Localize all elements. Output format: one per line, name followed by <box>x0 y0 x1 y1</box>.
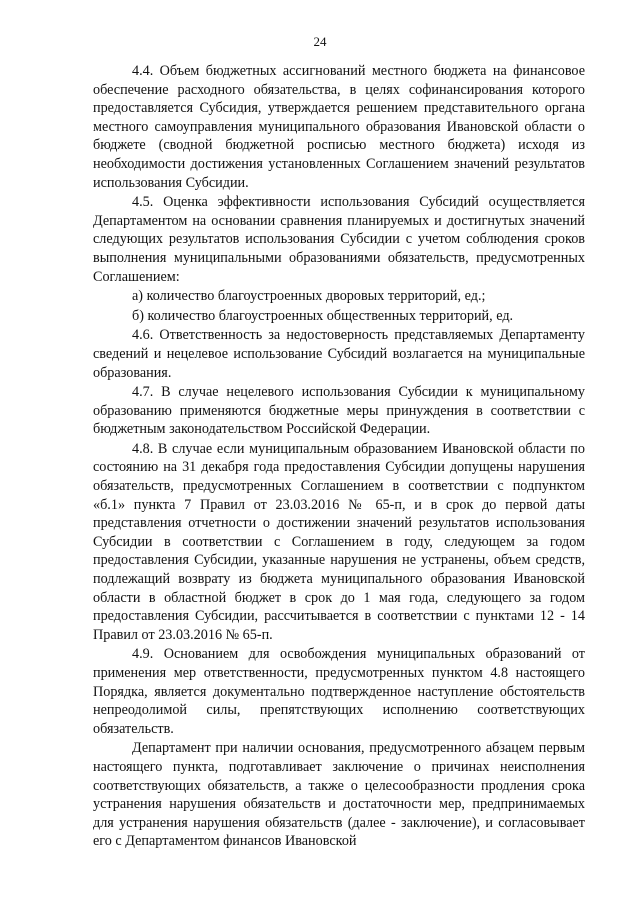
paragraph-4-5: 4.5. Оценка эффективности использования Субсидий осуществляется Департаментом на основании сравнения планируемых и достигнутых значений следующих результатов использования Субсидии с учетом соблюдения сроков выполнения муниципальными образованиями обязательств, предусмотренных Соглашением: <box>93 194 585 285</box>
paragraph-4-9: 4.9. Основанием для освобождения муниципальных образований от применения мер ответственности, предусмотренных пунктом 4.8 настоящего Порядка, является документально подтвержденное наступление обстоятельств непреодолимой силы, препятствующих исполнению соответствующих обязательств. <box>93 646 585 737</box>
paragraph-4-6: 4.6. Ответственность за недостоверность представляемых Департаменту сведений и нецелевое использование Субсидий возлагается на муниципальные образования. <box>93 327 585 381</box>
document-body <box>93 62 585 852</box>
paragraph-4-8: 4.8. В случае если муниципальным образованием Ивановской области по состоянию на 31 декабря года предоставления Субсидии допущены нарушения обязательств, предусмотренных Соглашением в соответствии с подпунктом «б.1» пункта 7 Правил от 23.03.2016 № 65-п, и в срок до первой даты представления отчетности о достижении значений результатов использования Субсидии в соответствии с Соглашением в году, следующем за годом предоставления Субсидии, указанные нарушения не устранены, объем средств, подлежащий возврату из бюджета муниципального образования Ивановской области в областной бюджет в срок до 1 мая года, следующего за годом предоставления Субсидии, рассчитывается в соответствии с пунктами 12 - 14 Правил от 23.03.2016 № 65-п. <box>93 440 585 643</box>
paragraph-4-9-continued: Департамент при наличии основания, предусмотренного абзацем первым настоящего пункта, подготавливает заключение о причинах неисполнения соответствующих обязательств, а также о целесообразности продления срока устранения нарушения обязательств и достаточности мер, предпринимаемых для устранения нарушения обязательств (далее - заключение), и согласовывает его с Департаментом финансов Ивановской <box>93 740 585 850</box>
paragraph-4-4: 4.4. Объем бюджетных ассигнований местного бюджета на финансовое обеспечение расходного обязательства, в целях софинансирования которого предоставляется Субсидия, утверждается решением представительного органа местного самоуправления муниципального образования Ивановской области о бюджете (сводной бюджетной росписью местного бюджета) исходя из необходимости достижения установленных Соглашением значений результатов использования Субсидии. <box>93 63 585 191</box>
list-item-a: а) количество благоустроенных дворовых территорий, ед.; <box>132 288 486 305</box>
list-item-b: б) количество благоустроенных общественных территорий, ед. <box>132 307 514 324</box>
page-number: 24 <box>313 34 327 49</box>
paragraph-4-7: 4.7. В случае нецелевого использования Субсидии к муниципальному образованию применяются бюджетные меры принуждения в соответствии с бюджетным законодательством Российской Федерации. <box>93 384 585 438</box>
